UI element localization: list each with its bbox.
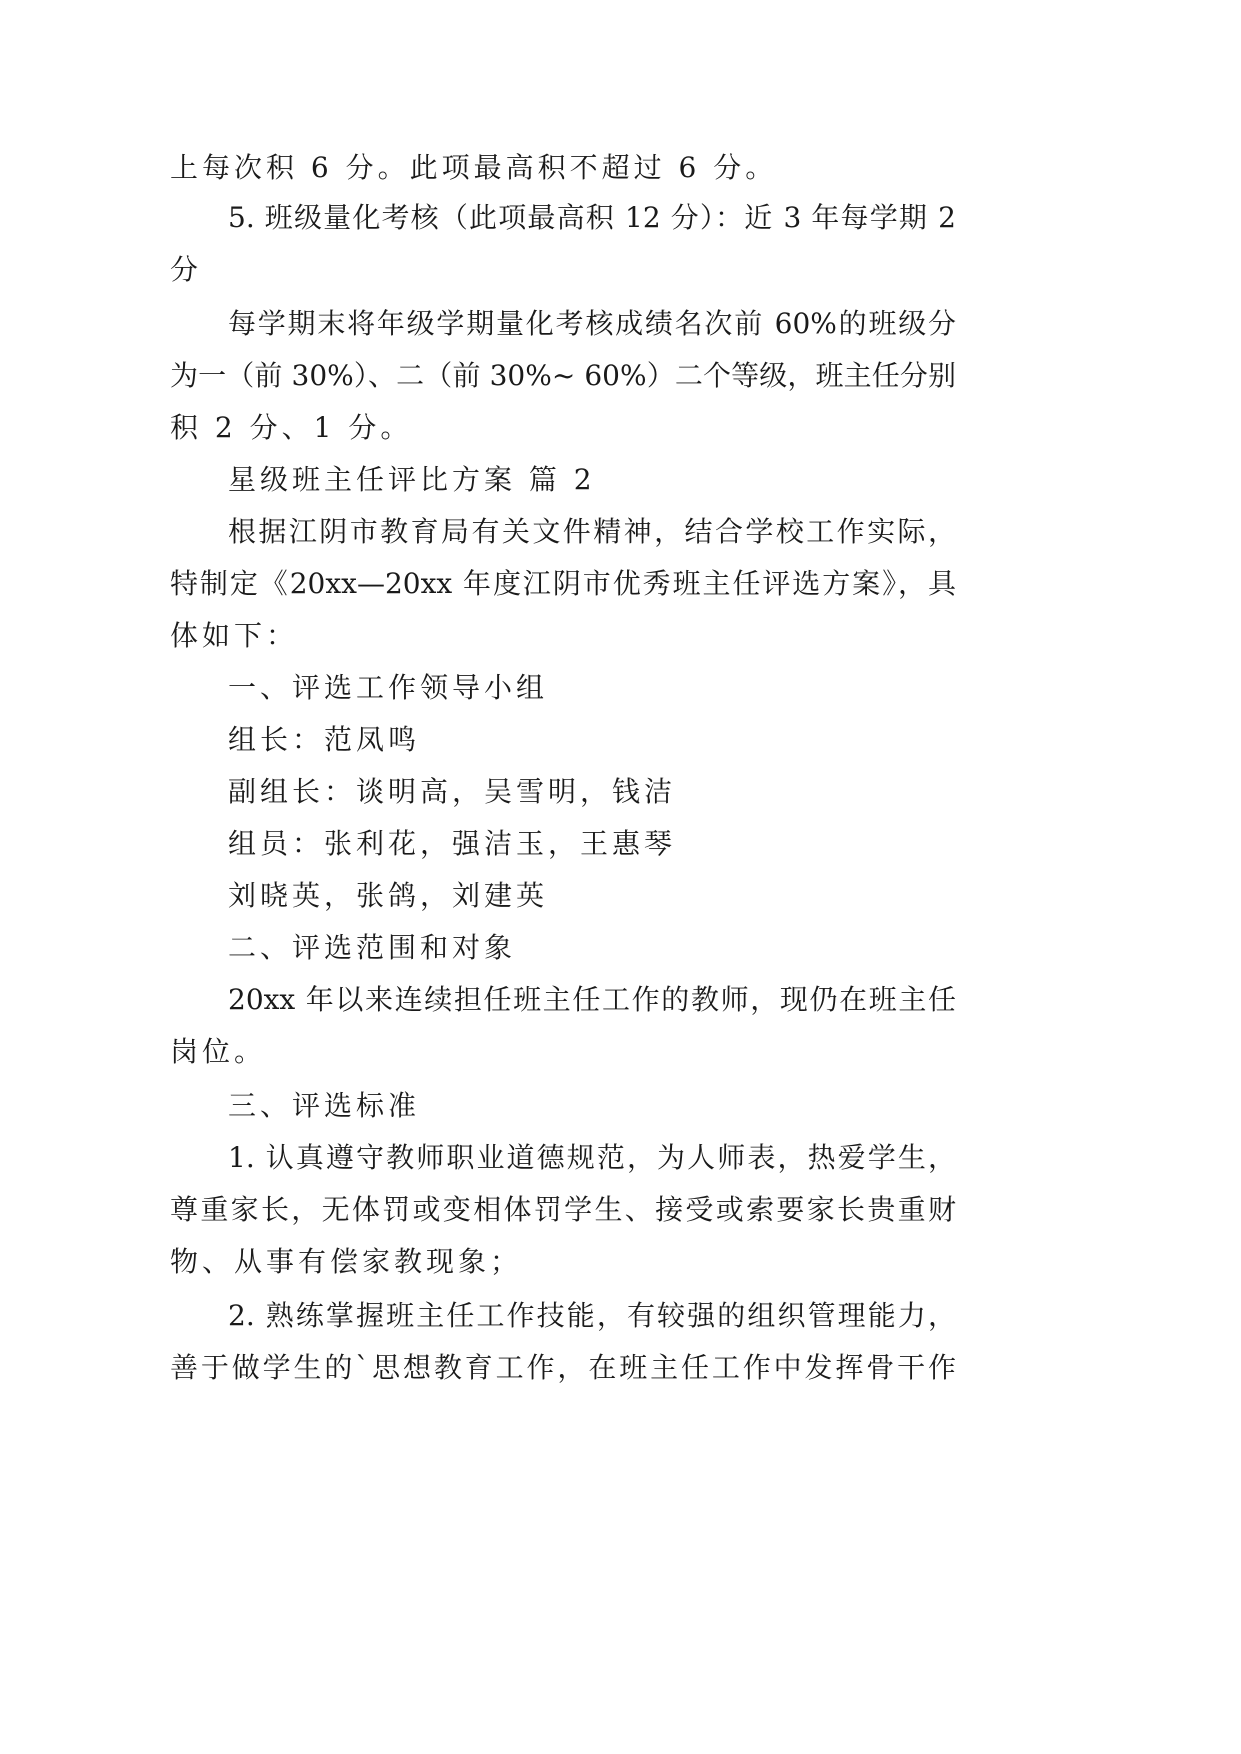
paragraph-line: 1. 认真遵守教师职业道德规范，为人师表，热爱学生， xyxy=(228,1141,956,1174)
section-heading: 星级班主任评比方案 篇 2 xyxy=(228,463,596,496)
paragraph-line: 副组长：谈明高，吴雪明，钱洁 xyxy=(228,775,677,808)
paragraph-line: 上每次积 6 分。此项最高积不超过 6 分。 xyxy=(170,151,778,184)
subheading: 一、评选工作领导小组 xyxy=(228,671,549,704)
paragraph-line: 善于做学生的`思想教育工作，在班主任工作中发挥骨干作 xyxy=(170,1351,956,1384)
paragraph-line: 2. 熟练掌握班主任工作技能，有较强的组织管理能力， xyxy=(228,1299,956,1332)
paragraph-line: 物、从事有偿家教现象； xyxy=(170,1245,523,1278)
subheading: 二、评选范围和对象 xyxy=(228,931,517,964)
paragraph-line: 岗位。 xyxy=(170,1035,267,1068)
paragraph-line: 20xx 年以来连续担任班主任工作的教师，现仍在班主任 xyxy=(228,983,956,1016)
paragraph-line: 特制定《20xx—20xx 年度江阴市优秀班主任评选方案》，具 xyxy=(170,567,956,600)
paragraph-line: 根据江阴市教育局有关文件精神，结合学校工作实际， xyxy=(228,515,956,548)
paragraph-line: 组长：范凤鸣 xyxy=(228,723,421,756)
paragraph-line: 5. 班级量化考核（此项最高积 12 分）：近 3 年每学期 2 xyxy=(228,201,956,234)
paragraph-line: 尊重家长，无体罚或变相体罚学生、接受或索要家长贵重财 xyxy=(170,1193,956,1226)
paragraph-line: 为一（前 30%）、二（前 30%~ 60%）二个等级，班主任分别 xyxy=(170,359,956,392)
paragraph-line: 每学期末将年级学期量化考核成绩名次前 60%的班级分 xyxy=(228,307,956,340)
paragraph-line: 刘晓英，张鸽，刘建英 xyxy=(228,879,549,912)
paragraph-line: 积 2 分、1 分。 xyxy=(170,411,413,444)
paragraph-line: 分 xyxy=(170,253,199,286)
paragraph-line: 组员：张利花，强洁玉，王惠琴 xyxy=(228,827,677,860)
subheading: 三、评选标准 xyxy=(228,1089,421,1122)
paragraph-line: 体如下： xyxy=(170,619,299,652)
